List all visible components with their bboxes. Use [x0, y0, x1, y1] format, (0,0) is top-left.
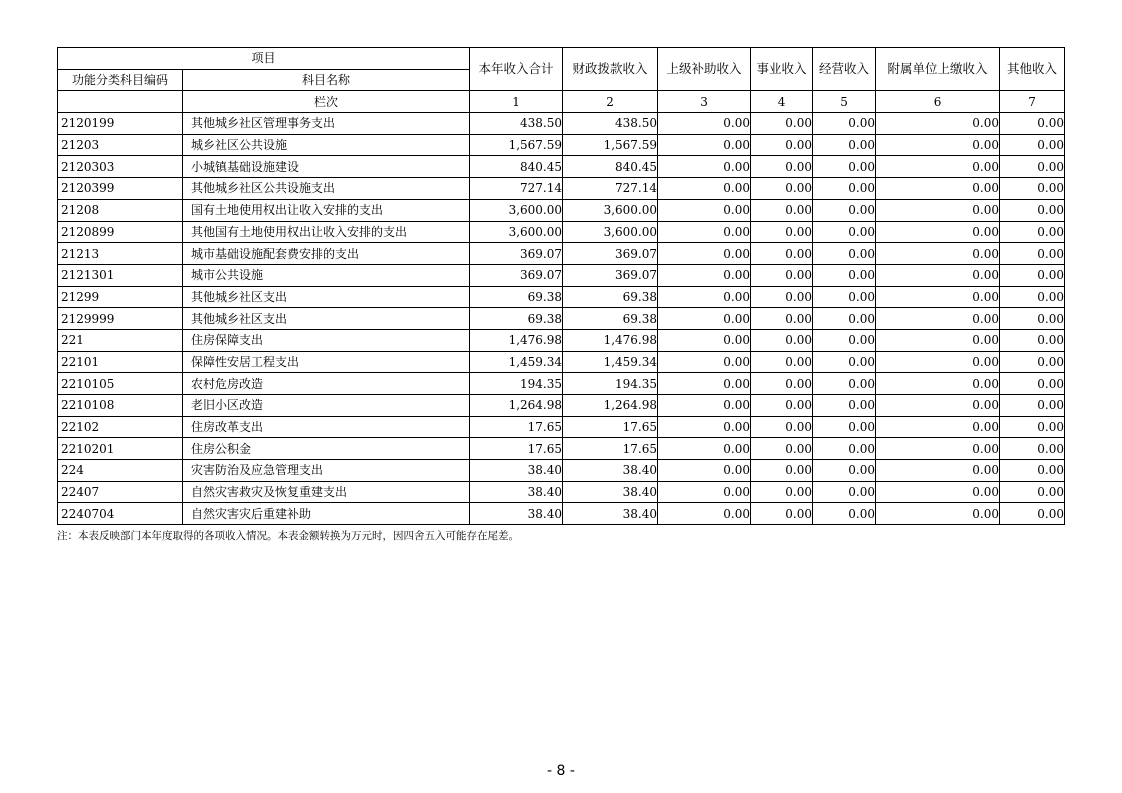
table-row: [58, 178, 1065, 200]
subject-code-cell: 22102: [58, 416, 183, 438]
amount-cell: 0.00: [658, 199, 751, 221]
amount-cell: 3,600.00: [470, 199, 563, 221]
amount-cell: 0.00: [813, 221, 876, 243]
col-number: 5: [813, 91, 876, 113]
amount-cell: 1,476.98: [563, 329, 658, 351]
amount-cell: 369.07: [563, 243, 658, 265]
amount-cell: 1,459.34: [470, 351, 563, 373]
amount-cell: 0.00: [751, 460, 813, 482]
amount-cell: 3,600.00: [470, 221, 563, 243]
amount-cell: 69.38: [563, 286, 658, 308]
amount-cell: 0.00: [813, 178, 876, 200]
amount-cell: 38.40: [470, 503, 563, 525]
amount-cell: 0.00: [876, 416, 1000, 438]
amount-cell: 0.00: [751, 221, 813, 243]
amount-cell: 0.00: [876, 481, 1000, 503]
amount-cell: 17.65: [563, 416, 658, 438]
amount-cell: 0.00: [658, 264, 751, 286]
amount-cell: 369.07: [470, 243, 563, 265]
amount-cell: 0.00: [876, 156, 1000, 178]
subject-code-cell: 21299: [58, 286, 183, 308]
subject-code-cell: 221: [58, 329, 183, 351]
amount-cell: 0.00: [1000, 199, 1065, 221]
amount-cell: 0.00: [813, 156, 876, 178]
amount-cell: 0.00: [876, 178, 1000, 200]
amount-cell: 0.00: [751, 329, 813, 351]
table-row: [58, 481, 1065, 503]
amount-cell: 0.00: [813, 351, 876, 373]
subject-name-cell: 城乡社区公共设施: [183, 134, 470, 156]
amount-cell: 1,567.59: [563, 134, 658, 156]
col-number: 1: [470, 91, 563, 113]
amount-cell: 0.00: [751, 481, 813, 503]
amount-cell: 727.14: [563, 178, 658, 200]
subject-code-cell: 2129999: [58, 308, 183, 330]
amount-cell: 0.00: [751, 438, 813, 460]
amount-cell: 17.65: [563, 438, 658, 460]
amount-cell: 0.00: [876, 503, 1000, 525]
amount-cell: 1,264.98: [563, 395, 658, 417]
amount-cell: 17.65: [470, 438, 563, 460]
header-row-1: [58, 48, 1065, 70]
amount-cell: 38.40: [470, 460, 563, 482]
col-number: 2: [563, 91, 658, 113]
subject-code-cell: 22407: [58, 481, 183, 503]
amount-cell: 727.14: [470, 178, 563, 200]
subject-name-cell: 自然灾害灾后重建补助: [183, 503, 470, 525]
subject-code-cell: 2120199: [58, 113, 183, 135]
amount-cell: 0.00: [1000, 156, 1065, 178]
amount-cell: 0.00: [813, 243, 876, 265]
amount-cell: 0.00: [658, 113, 751, 135]
amount-cell: 0.00: [1000, 243, 1065, 265]
subject-code-cell: 21208: [58, 199, 183, 221]
amount-cell: 0.00: [813, 329, 876, 351]
amount-cell: 369.07: [470, 264, 563, 286]
subject-name-cell: 老旧小区改造: [183, 395, 470, 417]
subject-name-cell: 住房保障支出: [183, 329, 470, 351]
amount-cell: 0.00: [876, 243, 1000, 265]
amount-cell: 0.00: [751, 199, 813, 221]
subject-name-cell: 自然灾害救灾及恢复重建支出: [183, 481, 470, 503]
amount-cell: 0.00: [751, 178, 813, 200]
amount-cell: 0.00: [876, 329, 1000, 351]
amount-cell: 0.00: [658, 156, 751, 178]
subject-name-cell: 农村危房改造: [183, 373, 470, 395]
amount-cell: 0.00: [813, 134, 876, 156]
amount-cell: 0.00: [658, 221, 751, 243]
table-row: [58, 156, 1065, 178]
amount-cell: 0.00: [658, 286, 751, 308]
amount-cell: 0.00: [876, 113, 1000, 135]
table-row: [58, 308, 1065, 330]
amount-cell: 840.45: [470, 156, 563, 178]
column-number-row: [58, 91, 1065, 113]
amount-cell: 69.38: [470, 286, 563, 308]
col-number: 4: [751, 91, 813, 113]
col-header-fiscal: 财政拨款收入: [563, 48, 658, 91]
amount-cell: 0.00: [876, 286, 1000, 308]
subject-name-cell: 灾害防治及应急管理支出: [183, 460, 470, 482]
amount-cell: 0.00: [813, 395, 876, 417]
amount-cell: 0.00: [876, 351, 1000, 373]
amount-cell: 0.00: [876, 460, 1000, 482]
amount-cell: 0.00: [876, 264, 1000, 286]
empty-cell: [58, 91, 183, 113]
subject-code-cell: 2210108: [58, 395, 183, 417]
amount-cell: 438.50: [470, 113, 563, 135]
amount-cell: 0.00: [1000, 373, 1065, 395]
amount-cell: 0.00: [658, 329, 751, 351]
amount-cell: 0.00: [751, 373, 813, 395]
amount-cell: 0.00: [751, 134, 813, 156]
col-header-total: 本年收入合计: [470, 48, 563, 91]
subject-code-cell: 2120303: [58, 156, 183, 178]
subject-code-cell: 2210105: [58, 373, 183, 395]
amount-cell: 0.00: [876, 221, 1000, 243]
subject-name-cell: 住房公积金: [183, 438, 470, 460]
amount-cell: 0.00: [813, 373, 876, 395]
table-row: [58, 395, 1065, 417]
amount-cell: 0.00: [751, 113, 813, 135]
amount-cell: 0.00: [751, 351, 813, 373]
amount-cell: 0.00: [813, 264, 876, 286]
amount-cell: 0.00: [813, 438, 876, 460]
table-row: [58, 221, 1065, 243]
row-label: 栏次: [183, 91, 470, 113]
amount-cell: 0.00: [1000, 416, 1065, 438]
subject-name-cell: 国有土地使用权出让收入安排的支出: [183, 199, 470, 221]
amount-cell: 0.00: [813, 416, 876, 438]
code-col-header: 功能分类科目编码: [58, 69, 183, 91]
col-header-superior-subsidy: 上级补助收入: [658, 48, 751, 91]
amount-cell: 0.00: [813, 113, 876, 135]
amount-cell: 69.38: [563, 308, 658, 330]
amount-cell: 438.50: [563, 113, 658, 135]
amount-cell: 0.00: [1000, 134, 1065, 156]
table-row: [58, 373, 1065, 395]
table-row: [58, 329, 1065, 351]
amount-cell: 0.00: [813, 460, 876, 482]
amount-cell: 17.65: [470, 416, 563, 438]
table-row: [58, 416, 1065, 438]
income-table: [57, 47, 1065, 525]
amount-cell: 0.00: [658, 243, 751, 265]
subject-code-cell: 21213: [58, 243, 183, 265]
subject-name-cell: 城市基础设施配套费安排的支出: [183, 243, 470, 265]
amount-cell: 0.00: [751, 243, 813, 265]
amount-cell: 0.00: [1000, 503, 1065, 525]
amount-cell: 0.00: [876, 373, 1000, 395]
amount-cell: 0.00: [813, 503, 876, 525]
income-table-sheet: [57, 47, 1065, 525]
col-header-business: 事业收入: [751, 48, 813, 91]
amount-cell: 38.40: [563, 503, 658, 525]
amount-cell: 1,459.34: [563, 351, 658, 373]
amount-cell: 3,600.00: [563, 221, 658, 243]
subject-name-cell: 保障性安居工程支出: [183, 351, 470, 373]
table-row: [58, 113, 1065, 135]
amount-cell: 1,264.98: [470, 395, 563, 417]
subject-name-cell: 其他国有土地使用权出让收入安排的支出: [183, 221, 470, 243]
subject-name-cell: 城市公共设施: [183, 264, 470, 286]
amount-cell: 0.00: [751, 264, 813, 286]
amount-cell: 38.40: [563, 460, 658, 482]
subject-code-cell: 2121301: [58, 264, 183, 286]
table-row: [58, 286, 1065, 308]
amount-cell: 369.07: [563, 264, 658, 286]
amount-cell: 194.35: [470, 373, 563, 395]
amount-cell: 0.00: [751, 286, 813, 308]
amount-cell: 0.00: [1000, 351, 1065, 373]
table-row: [58, 243, 1065, 265]
amount-cell: 3,600.00: [563, 199, 658, 221]
amount-cell: 0.00: [658, 308, 751, 330]
amount-cell: 0.00: [876, 199, 1000, 221]
subject-name-cell: 小城镇基础设施建设: [183, 156, 470, 178]
amount-cell: 0.00: [813, 199, 876, 221]
amount-cell: 0.00: [1000, 178, 1065, 200]
amount-cell: 38.40: [563, 481, 658, 503]
amount-cell: 0.00: [1000, 264, 1065, 286]
table-row: [58, 351, 1065, 373]
item-header: 项目: [58, 48, 470, 70]
amount-cell: 0.00: [658, 351, 751, 373]
table-row: [58, 438, 1065, 460]
table-row: [58, 460, 1065, 482]
amount-cell: 0.00: [751, 308, 813, 330]
amount-cell: 0.00: [876, 134, 1000, 156]
col-number: 6: [876, 91, 1000, 113]
subject-code-cell: 224: [58, 460, 183, 482]
amount-cell: 0.00: [751, 395, 813, 417]
amount-cell: 0.00: [1000, 308, 1065, 330]
subject-name-cell: 住房改革支出: [183, 416, 470, 438]
amount-cell: 0.00: [1000, 438, 1065, 460]
amount-cell: 0.00: [876, 438, 1000, 460]
amount-cell: 0.00: [658, 373, 751, 395]
name-col-header: 科目名称: [183, 69, 470, 91]
amount-cell: 0.00: [1000, 395, 1065, 417]
amount-cell: 0.00: [658, 395, 751, 417]
amount-cell: 0.00: [813, 308, 876, 330]
amount-cell: 0.00: [1000, 286, 1065, 308]
amount-cell: 0.00: [813, 286, 876, 308]
table-row: [58, 134, 1065, 156]
table-row: [58, 503, 1065, 525]
amount-cell: 194.35: [563, 373, 658, 395]
amount-cell: 0.00: [813, 481, 876, 503]
amount-cell: 0.00: [658, 134, 751, 156]
table-note: 注：本表反映部门本年度取得的各项收入情况。本表金额转换为万元时，因四舍五入可能存在尾差。: [57, 530, 519, 542]
amount-cell: 0.00: [658, 178, 751, 200]
subject-name-cell: 其他城乡社区管理事务支出: [183, 113, 470, 135]
amount-cell: 0.00: [658, 416, 751, 438]
amount-cell: 0.00: [1000, 221, 1065, 243]
subject-code-cell: 2120399: [58, 178, 183, 200]
col-header-other: 其他收入: [1000, 48, 1065, 91]
amount-cell: 0.00: [1000, 113, 1065, 135]
subject-name-cell: 其他城乡社区公共设施支出: [183, 178, 470, 200]
col-number: 3: [658, 91, 751, 113]
subject-code-cell: 21203: [58, 134, 183, 156]
amount-cell: 1,476.98: [470, 329, 563, 351]
table-row: [58, 264, 1065, 286]
amount-cell: 69.38: [470, 308, 563, 330]
col-number: 7: [1000, 91, 1065, 113]
amount-cell: 38.40: [470, 481, 563, 503]
amount-cell: 0.00: [751, 416, 813, 438]
subject-code-cell: 22101: [58, 351, 183, 373]
amount-cell: 0.00: [1000, 460, 1065, 482]
table-row: [58, 199, 1065, 221]
page-number: - 8 -: [547, 763, 575, 779]
subject-code-cell: 2120899: [58, 221, 183, 243]
amount-cell: 0.00: [1000, 329, 1065, 351]
amount-cell: 0.00: [751, 503, 813, 525]
amount-cell: 0.00: [876, 308, 1000, 330]
amount-cell: 0.00: [1000, 481, 1065, 503]
subject-name-cell: 其他城乡社区支出: [183, 308, 470, 330]
amount-cell: 840.45: [563, 156, 658, 178]
amount-cell: 0.00: [658, 503, 751, 525]
amount-cell: 0.00: [751, 156, 813, 178]
amount-cell: 0.00: [658, 438, 751, 460]
col-header-operating: 经营收入: [813, 48, 876, 91]
amount-cell: 1,567.59: [470, 134, 563, 156]
amount-cell: 0.00: [658, 460, 751, 482]
amount-cell: 0.00: [658, 481, 751, 503]
subject-code-cell: 2240704: [58, 503, 183, 525]
subject-name-cell: 其他城乡社区支出: [183, 286, 470, 308]
amount-cell: 0.00: [876, 395, 1000, 417]
subject-code-cell: 2210201: [58, 438, 183, 460]
col-header-affiliated: 附属单位上缴收入: [876, 48, 1000, 91]
